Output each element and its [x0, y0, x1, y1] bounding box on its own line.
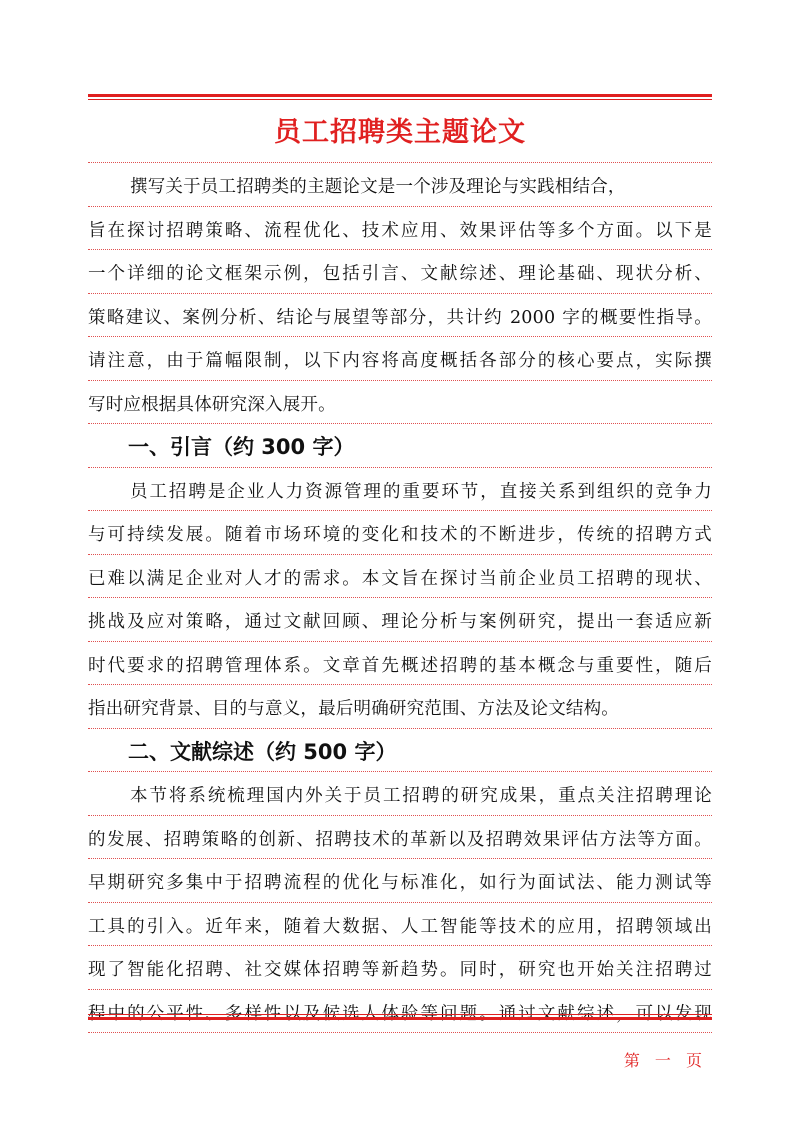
paragraph-line: 现了智能化招聘、社交媒体招聘等新趋势。同时，研究也开始关注招聘过	[88, 946, 712, 990]
paragraph-line: 策略建议、案例分析、结论与展望等部分，共计约 2000 字的概要性指导。	[88, 294, 712, 338]
paragraph-line: 挑战及应对策略，通过文献回顾、理论分析与案例研究，提出一套适应新	[88, 598, 712, 642]
paragraph-line: 一个详细的论文框架示例，包括引言、文献综述、理论基础、现状分析、	[88, 250, 712, 294]
paragraph-line: 员工招聘是企业人力资源管理的重要环节，直接关系到组织的竞争力	[88, 468, 712, 512]
document-body	[88, 106, 712, 1033]
paragraph-line: 本节将系统梳理国内外关于员工招聘的研究成果，重点关注招聘理论	[88, 772, 712, 816]
section-heading: 一、引言（约 300 字）	[88, 424, 712, 468]
paragraph-line: 时代要求的招聘管理体系。文章首先概述招聘的基本概念与重要性，随后	[88, 642, 712, 686]
section-heading: 二、文献综述（约 500 字）	[88, 729, 712, 773]
page-number: 第 一 页	[623, 1051, 704, 1070]
document-title: 员工招聘类主题论文	[88, 106, 712, 163]
paragraph-line: 工具的引入。近年来，随着大数据、人工智能等技术的应用，招聘领域出	[88, 903, 712, 947]
paragraph-line: 早期研究多集中于招聘流程的优化与标准化，如行为面试法、能力测试等	[88, 859, 712, 903]
paragraph-line: 与可持续发展。随着市场环境的变化和技术的不断进步，传统的招聘方式	[88, 511, 712, 555]
bottom-double-rule	[88, 1014, 712, 1020]
paragraph-line: 已难以满足企业对人才的需求。本文旨在探讨当前企业员工招聘的现状、	[88, 555, 712, 599]
section-introduction	[88, 424, 712, 729]
paragraph-line: 的发展、招聘策略的创新、招聘技术的革新以及招聘效果评估方法等方面。	[88, 816, 712, 860]
intro-paragraph	[88, 163, 712, 424]
paragraph-line: 撰写关于员工招聘类的主题论文是一个涉及理论与实践相结合，	[88, 163, 712, 207]
paragraph-line: 旨在探讨招聘策略、流程优化、技术应用、效果评估等多个方面。以下是	[88, 207, 712, 251]
paragraph-line: 写时应根据具体研究深入展开。	[88, 381, 712, 425]
paragraph-line: 程中的公平性、多样性以及候选人体验等问题。通过文献综述，可以发现	[88, 990, 712, 1034]
section-literature-review	[88, 729, 712, 1034]
paragraph-line: 指出研究背景、目的与意义，最后明确研究范围、方法及论文结构。	[88, 685, 712, 729]
top-double-rule	[88, 94, 712, 100]
paragraph-line: 请注意，由于篇幅限制，以下内容将高度概括各部分的核心要点，实际撰	[88, 337, 712, 381]
